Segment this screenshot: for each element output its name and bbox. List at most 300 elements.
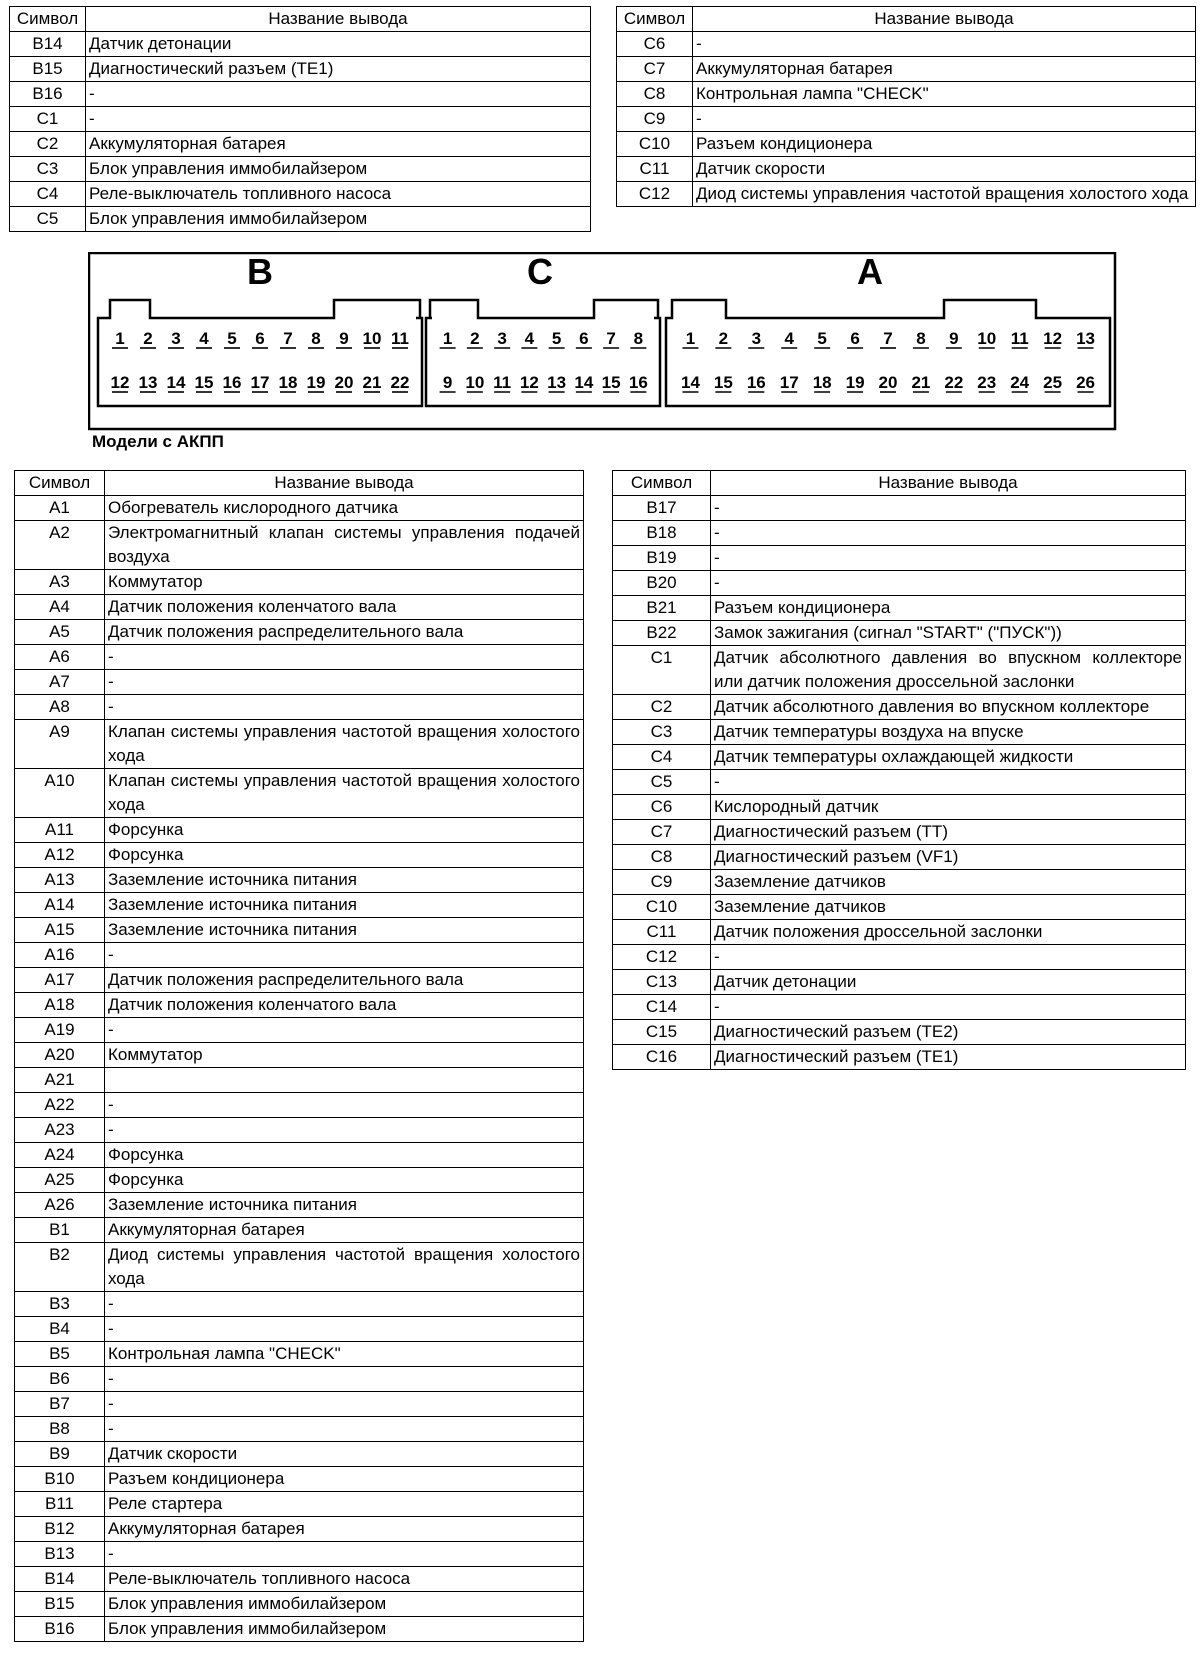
pin-symbol: A4 bbox=[15, 595, 105, 620]
pin-name: Клапан системы управления частотой вращения холостого хода bbox=[105, 769, 584, 818]
pin-symbol: C8 bbox=[617, 82, 693, 107]
pin-symbol: A25 bbox=[15, 1168, 105, 1193]
pin-symbol: C11 bbox=[613, 920, 711, 945]
table-row bbox=[15, 1567, 584, 1592]
pin-table-top-right bbox=[616, 6, 1196, 207]
pin-name: Датчик скорости bbox=[105, 1442, 584, 1467]
table-row bbox=[15, 1617, 584, 1642]
table-row bbox=[15, 1193, 584, 1218]
pin-name: Диод системы управления частотой вращения холостого хода bbox=[105, 1243, 584, 1292]
table-row bbox=[15, 1492, 584, 1517]
pin-number: 8 bbox=[633, 329, 644, 348]
pin-name: Датчик детонации bbox=[86, 32, 591, 57]
pin-name: Кислородный датчик bbox=[711, 795, 1186, 820]
table-row bbox=[15, 769, 584, 818]
pin-name: Реле-выключатель топливного насоса bbox=[86, 182, 591, 207]
table-row bbox=[613, 521, 1186, 546]
table-header-row bbox=[15, 471, 584, 496]
pin-name: Диагностический разъем (TE1) bbox=[86, 57, 591, 82]
table-row bbox=[15, 695, 584, 720]
table-row bbox=[613, 820, 1186, 845]
pin-symbol: B11 bbox=[15, 1492, 105, 1517]
pin-number: 11 bbox=[391, 329, 409, 348]
pin-number: 21 bbox=[911, 373, 931, 392]
pin-number: 20 bbox=[878, 373, 898, 392]
pin-name: Реле-выключатель топливного насоса bbox=[105, 1567, 584, 1592]
table-row bbox=[15, 1367, 584, 1392]
table-row bbox=[613, 870, 1186, 895]
pin-name: Аккумуляторная батарея bbox=[105, 1517, 584, 1542]
pin-number: 10 bbox=[977, 329, 997, 348]
table-row bbox=[10, 82, 591, 107]
pin-number: 2 bbox=[718, 329, 729, 348]
pin-number: 14 bbox=[681, 373, 700, 392]
table-row bbox=[15, 843, 584, 868]
pin-name: Аккумуляторная батарея bbox=[105, 1218, 584, 1243]
pin-number: 14 bbox=[166, 373, 186, 392]
pin-symbol: C14 bbox=[613, 995, 711, 1020]
table-row bbox=[613, 571, 1186, 596]
table-row bbox=[15, 645, 584, 670]
pin-name: Заземление датчиков bbox=[711, 895, 1186, 920]
table-row bbox=[10, 57, 591, 82]
table-row bbox=[613, 621, 1186, 646]
pin-symbol: B20 bbox=[613, 571, 711, 596]
pin-name: - bbox=[105, 943, 584, 968]
pin-symbol: B17 bbox=[613, 496, 711, 521]
pin-number: 16 bbox=[746, 373, 766, 392]
pin-number: 12 bbox=[1043, 329, 1063, 348]
pin-symbol: A6 bbox=[15, 645, 105, 670]
pin-name: Коммутатор bbox=[105, 570, 584, 595]
pin-symbol: C11 bbox=[617, 157, 693, 182]
pin-name: Форсунка bbox=[105, 818, 584, 843]
pin-name bbox=[105, 1068, 584, 1093]
pin-name: Датчик абсолютного давления во впускном коллекторе bbox=[711, 695, 1186, 720]
pin-symbol: C3 bbox=[10, 157, 86, 182]
pin-number: 1 bbox=[442, 329, 453, 348]
pin-symbol: B19 bbox=[613, 546, 711, 571]
pin-symbol: B8 bbox=[15, 1417, 105, 1442]
pin-symbol: A11 bbox=[15, 818, 105, 843]
pin-name: Коммутатор bbox=[105, 1043, 584, 1068]
table-row bbox=[613, 895, 1186, 920]
table-row bbox=[10, 107, 591, 132]
pin-name: - bbox=[105, 1542, 584, 1567]
table-row bbox=[15, 968, 584, 993]
pin-name: - bbox=[711, 521, 1186, 546]
table-row bbox=[15, 1168, 584, 1193]
pin-symbol: C5 bbox=[10, 207, 86, 232]
pin-number: 6 bbox=[850, 329, 860, 348]
table-row bbox=[15, 1243, 584, 1292]
pin-number: 13 bbox=[547, 373, 567, 392]
pin-number: 21 bbox=[362, 373, 382, 392]
pin-symbol: C9 bbox=[613, 870, 711, 895]
pin-symbol: A2 bbox=[15, 521, 105, 570]
pin-symbol: C8 bbox=[613, 845, 711, 870]
pin-number: 9 bbox=[949, 329, 959, 348]
table-row bbox=[15, 1093, 584, 1118]
pin-name: - bbox=[711, 546, 1186, 571]
table-row bbox=[613, 546, 1186, 571]
pin-number: 17 bbox=[779, 373, 799, 392]
pin-symbol: C4 bbox=[613, 745, 711, 770]
pin-name: Диагностический разъем (VF1) bbox=[711, 845, 1186, 870]
pin-symbol: B22 bbox=[613, 621, 711, 646]
pin-name: Заземление источника питания bbox=[105, 868, 584, 893]
pin-symbol: A22 bbox=[15, 1093, 105, 1118]
pin-name: Форсунка bbox=[105, 1168, 584, 1193]
table-row bbox=[617, 32, 1196, 57]
table-row bbox=[15, 496, 584, 521]
table-row bbox=[613, 1045, 1186, 1070]
pin-name: - bbox=[105, 1417, 584, 1442]
table-row bbox=[15, 521, 584, 570]
pin-number: 22 bbox=[944, 373, 964, 392]
table-row bbox=[15, 1392, 584, 1417]
pin-symbol: C9 bbox=[617, 107, 693, 132]
pin-symbol: A5 bbox=[15, 620, 105, 645]
name-column-header: Название вывода bbox=[693, 7, 1196, 32]
pin-name: Форсунка bbox=[105, 843, 584, 868]
pin-number: 4 bbox=[199, 329, 209, 348]
connector-block-label: B bbox=[247, 252, 273, 292]
connector-frame bbox=[89, 253, 1115, 429]
table-row bbox=[15, 1592, 584, 1617]
table-row bbox=[613, 970, 1186, 995]
pin-symbol: C3 bbox=[613, 720, 711, 745]
pin-name: Блок управления иммобилайзером bbox=[105, 1592, 584, 1617]
pin-name: - bbox=[711, 571, 1186, 596]
pin-symbol: C4 bbox=[10, 182, 86, 207]
table-row bbox=[617, 132, 1196, 157]
pin-symbol: A12 bbox=[15, 843, 105, 868]
table-row bbox=[15, 1517, 584, 1542]
pin-name: - bbox=[105, 645, 584, 670]
pin-name: Обогреватель кислородного датчика bbox=[105, 496, 584, 521]
pin-symbol: A17 bbox=[15, 968, 105, 993]
pin-name: - bbox=[105, 1018, 584, 1043]
table-row bbox=[617, 82, 1196, 107]
pin-number: 16 bbox=[222, 373, 242, 392]
pin-number: 8 bbox=[311, 329, 321, 348]
table-row bbox=[15, 1342, 584, 1367]
table-row bbox=[15, 1442, 584, 1467]
pin-name: Блок управления иммобилайзером bbox=[86, 207, 591, 232]
pin-symbol: B14 bbox=[15, 1567, 105, 1592]
pin-number: 6 bbox=[255, 329, 265, 348]
pin-symbol: C1 bbox=[10, 107, 86, 132]
pin-number: 13 bbox=[138, 373, 158, 392]
table-row bbox=[613, 945, 1186, 970]
pin-symbol: B12 bbox=[15, 1517, 105, 1542]
pin-name: - bbox=[105, 1392, 584, 1417]
pin-symbol: B9 bbox=[15, 1442, 105, 1467]
pin-symbol: A24 bbox=[15, 1143, 105, 1168]
table-body bbox=[10, 32, 591, 232]
pin-number: 4 bbox=[524, 329, 535, 348]
pin-number: 7 bbox=[283, 329, 293, 348]
table-row bbox=[15, 1467, 584, 1492]
pin-name: - bbox=[693, 32, 1196, 57]
pin-symbol: A15 bbox=[15, 918, 105, 943]
pin-number: 11 bbox=[1010, 329, 1029, 348]
pin-number: 5 bbox=[817, 329, 827, 348]
table-header-row bbox=[10, 7, 591, 32]
pin-number: 3 bbox=[171, 329, 181, 348]
pin-symbol: A16 bbox=[15, 943, 105, 968]
pin-symbol: A13 bbox=[15, 868, 105, 893]
pin-name: - bbox=[711, 770, 1186, 795]
table-row bbox=[15, 670, 584, 695]
pin-name: Датчик абсолютного давления во впускном коллекторе или датчик положения дроссельной заслонки bbox=[711, 646, 1186, 695]
table-row bbox=[15, 918, 584, 943]
pin-number: 25 bbox=[1043, 373, 1063, 392]
table-row bbox=[15, 993, 584, 1018]
name-column-header: Название вывода bbox=[86, 7, 591, 32]
pin-table-bottom-right bbox=[612, 470, 1186, 1070]
pin-name: Электромагнитный клапан системы управления подачей воздуха bbox=[105, 521, 584, 570]
pin-symbol: A14 bbox=[15, 893, 105, 918]
pin-number: 19 bbox=[306, 373, 326, 392]
pin-name: Заземление источника питания bbox=[105, 1193, 584, 1218]
name-column-header: Название вывода bbox=[711, 471, 1186, 496]
pin-name: Датчик температуры воздуха на впуске bbox=[711, 720, 1186, 745]
pin-number: 14 bbox=[574, 373, 594, 392]
connector-block-label: A bbox=[857, 252, 883, 292]
table-row bbox=[613, 795, 1186, 820]
pin-symbol: C13 bbox=[613, 970, 711, 995]
table-row bbox=[15, 595, 584, 620]
pin-number: 7 bbox=[606, 329, 616, 348]
pin-symbol: B5 bbox=[15, 1342, 105, 1367]
pin-symbol: C7 bbox=[617, 57, 693, 82]
pin-name: - bbox=[711, 496, 1186, 521]
pin-symbol: B6 bbox=[15, 1367, 105, 1392]
connector-block-outline bbox=[426, 300, 660, 406]
pin-name: Датчик температуры охлаждающей жидкости bbox=[711, 745, 1186, 770]
pin-number: 15 bbox=[601, 373, 621, 392]
table-row bbox=[613, 845, 1186, 870]
table-row bbox=[10, 132, 591, 157]
pin-name: Датчик положения коленчатого вала bbox=[105, 595, 584, 620]
table-row bbox=[10, 157, 591, 182]
table-row bbox=[15, 570, 584, 595]
pin-number: 17 bbox=[250, 373, 270, 392]
pin-symbol: B4 bbox=[15, 1317, 105, 1342]
pin-table-bottom-left bbox=[14, 470, 584, 1642]
pin-symbol: B1 bbox=[15, 1218, 105, 1243]
pin-symbol: A1 bbox=[15, 496, 105, 521]
pin-number: 15 bbox=[194, 373, 214, 392]
pin-number: 11 bbox=[493, 373, 512, 392]
table-row bbox=[613, 646, 1186, 695]
pin-symbol: C6 bbox=[613, 795, 711, 820]
pin-symbol: C12 bbox=[613, 945, 711, 970]
table-row bbox=[10, 182, 591, 207]
pin-number: 2 bbox=[470, 329, 480, 348]
pin-number: 9 bbox=[339, 329, 349, 348]
pin-number: 19 bbox=[845, 373, 865, 392]
pin-name: Клапан системы управления частотой вращения холостого хода bbox=[105, 720, 584, 769]
pin-symbol: C12 bbox=[617, 182, 693, 207]
pin-name: - bbox=[105, 670, 584, 695]
connector-caption: Модели с АКПП bbox=[92, 432, 224, 451]
pin-name: - bbox=[693, 107, 1196, 132]
pin-name: Контрольная лампа "CHECK" bbox=[693, 82, 1196, 107]
table-row bbox=[613, 695, 1186, 720]
connector-block-label: C bbox=[527, 252, 553, 292]
table-body bbox=[617, 32, 1196, 207]
pin-symbol: B3 bbox=[15, 1292, 105, 1317]
pin-symbol: A10 bbox=[15, 769, 105, 818]
pin-name: Датчик скорости bbox=[693, 157, 1196, 182]
pin-name: Разъем кондиционера bbox=[693, 132, 1196, 157]
pin-number: 2 bbox=[143, 329, 153, 348]
pin-name: - bbox=[86, 82, 591, 107]
pin-name: - bbox=[86, 107, 591, 132]
pin-number: 1 bbox=[685, 329, 696, 348]
pin-name: Датчик положения коленчатого вала bbox=[105, 993, 584, 1018]
ecu-connector-diagram bbox=[88, 252, 1118, 432]
pin-symbol: B16 bbox=[15, 1617, 105, 1642]
pin-symbol: B15 bbox=[15, 1592, 105, 1617]
pin-number: 12 bbox=[110, 373, 130, 392]
table-row bbox=[617, 157, 1196, 182]
pin-number: 13 bbox=[1076, 329, 1095, 348]
pin-name: Диагностический разъем (TE1) bbox=[711, 1045, 1186, 1070]
pin-symbol: A7 bbox=[15, 670, 105, 695]
pin-number: 23 bbox=[977, 373, 997, 392]
table-row bbox=[15, 1317, 584, 1342]
table-row bbox=[15, 818, 584, 843]
symbol-column-header: Символ bbox=[15, 471, 105, 496]
pin-symbol: B15 bbox=[10, 57, 86, 82]
pin-symbol: C5 bbox=[613, 770, 711, 795]
table-row bbox=[15, 943, 584, 968]
table-row bbox=[613, 770, 1186, 795]
table-row bbox=[613, 596, 1186, 621]
pin-symbol: B10 bbox=[15, 1467, 105, 1492]
pin-symbol: A21 bbox=[15, 1068, 105, 1093]
table-row bbox=[15, 1417, 584, 1442]
table-row bbox=[15, 1118, 584, 1143]
pin-number: 18 bbox=[812, 373, 832, 392]
pin-number: 8 bbox=[916, 329, 926, 348]
pin-number: 24 bbox=[1010, 373, 1030, 392]
table-row bbox=[613, 496, 1186, 521]
pin-symbol: A8 bbox=[15, 695, 105, 720]
pin-name: Диод системы управления частотой вращения холостого хода bbox=[693, 182, 1196, 207]
table-row bbox=[15, 1542, 584, 1567]
table-row bbox=[10, 207, 591, 232]
table-row bbox=[617, 182, 1196, 207]
pin-symbol: A3 bbox=[15, 570, 105, 595]
pin-symbol: B2 bbox=[15, 1243, 105, 1292]
pin-name: - bbox=[105, 1118, 584, 1143]
table-row bbox=[617, 107, 1196, 132]
symbol-column-header: Символ bbox=[613, 471, 711, 496]
pin-name: Разъем кондиционера bbox=[711, 596, 1186, 621]
pin-symbol: A23 bbox=[15, 1118, 105, 1143]
table-row bbox=[15, 620, 584, 645]
pin-table-top-left bbox=[9, 6, 591, 232]
pin-name: - bbox=[711, 945, 1186, 970]
pin-name: Форсунка bbox=[105, 1143, 584, 1168]
table-row bbox=[15, 1068, 584, 1093]
table-body bbox=[613, 496, 1186, 1070]
table-row bbox=[15, 1143, 584, 1168]
table-row bbox=[15, 868, 584, 893]
table-row bbox=[15, 1292, 584, 1317]
pin-name: - bbox=[105, 1292, 584, 1317]
pin-name: Диагностический разъем (TE2) bbox=[711, 1020, 1186, 1045]
pin-symbol: C7 bbox=[613, 820, 711, 845]
pin-name: Аккумуляторная батарея bbox=[86, 132, 591, 157]
pin-number: 3 bbox=[497, 329, 507, 348]
pin-name: Заземление источника питания bbox=[105, 893, 584, 918]
pin-name: Блок управления иммобилайзером bbox=[86, 157, 591, 182]
pin-name: Датчик положения распределительного вала bbox=[105, 620, 584, 645]
pin-name: Датчик положения распределительного вала bbox=[105, 968, 584, 993]
pin-symbol: C16 bbox=[613, 1045, 711, 1070]
table-header-row bbox=[613, 471, 1186, 496]
pin-symbol: C10 bbox=[613, 895, 711, 920]
pin-number: 10 bbox=[362, 329, 382, 348]
pin-symbol: A18 bbox=[15, 993, 105, 1018]
pin-number: 26 bbox=[1076, 373, 1095, 392]
pin-number: 16 bbox=[628, 373, 648, 392]
pin-number: 12 bbox=[519, 373, 539, 392]
pin-symbol: C15 bbox=[613, 1020, 711, 1045]
table-row bbox=[617, 57, 1196, 82]
pin-symbol: B21 bbox=[613, 596, 711, 621]
table-row bbox=[15, 720, 584, 769]
table-row bbox=[613, 720, 1186, 745]
pin-number: 4 bbox=[784, 329, 794, 348]
pin-name: Датчик положения дроссельной заслонки bbox=[711, 920, 1186, 945]
pin-symbol: B14 bbox=[10, 32, 86, 57]
pin-symbol: A9 bbox=[15, 720, 105, 769]
table-row bbox=[15, 893, 584, 918]
pin-name: Аккумуляторная батарея bbox=[693, 57, 1196, 82]
table-row bbox=[613, 920, 1186, 945]
pin-symbol: B13 bbox=[15, 1542, 105, 1567]
pin-number: 5 bbox=[551, 329, 562, 348]
pin-symbol: C2 bbox=[10, 132, 86, 157]
pin-symbol: B16 bbox=[10, 82, 86, 107]
pin-number: 15 bbox=[713, 373, 733, 392]
pin-name: Диагностический разъем (TT) bbox=[711, 820, 1186, 845]
pin-name: Заземление датчиков bbox=[711, 870, 1186, 895]
table-row bbox=[613, 1020, 1186, 1045]
pin-number: 6 bbox=[579, 329, 589, 348]
pin-symbol: C10 bbox=[617, 132, 693, 157]
pin-name: Разъем кондиционера bbox=[105, 1467, 584, 1492]
pin-name: Контрольная лампа "CHECK" bbox=[105, 1342, 584, 1367]
table-body bbox=[15, 496, 584, 1642]
table-row bbox=[10, 32, 591, 57]
pin-name: - bbox=[105, 1367, 584, 1392]
pin-number: 22 bbox=[390, 373, 410, 392]
pin-symbol: C2 bbox=[613, 695, 711, 720]
pin-symbol: C1 bbox=[613, 646, 711, 695]
table-row bbox=[15, 1043, 584, 1068]
pin-number: 3 bbox=[751, 329, 762, 348]
pin-name: - bbox=[105, 1317, 584, 1342]
pin-number: 10 bbox=[465, 373, 485, 392]
